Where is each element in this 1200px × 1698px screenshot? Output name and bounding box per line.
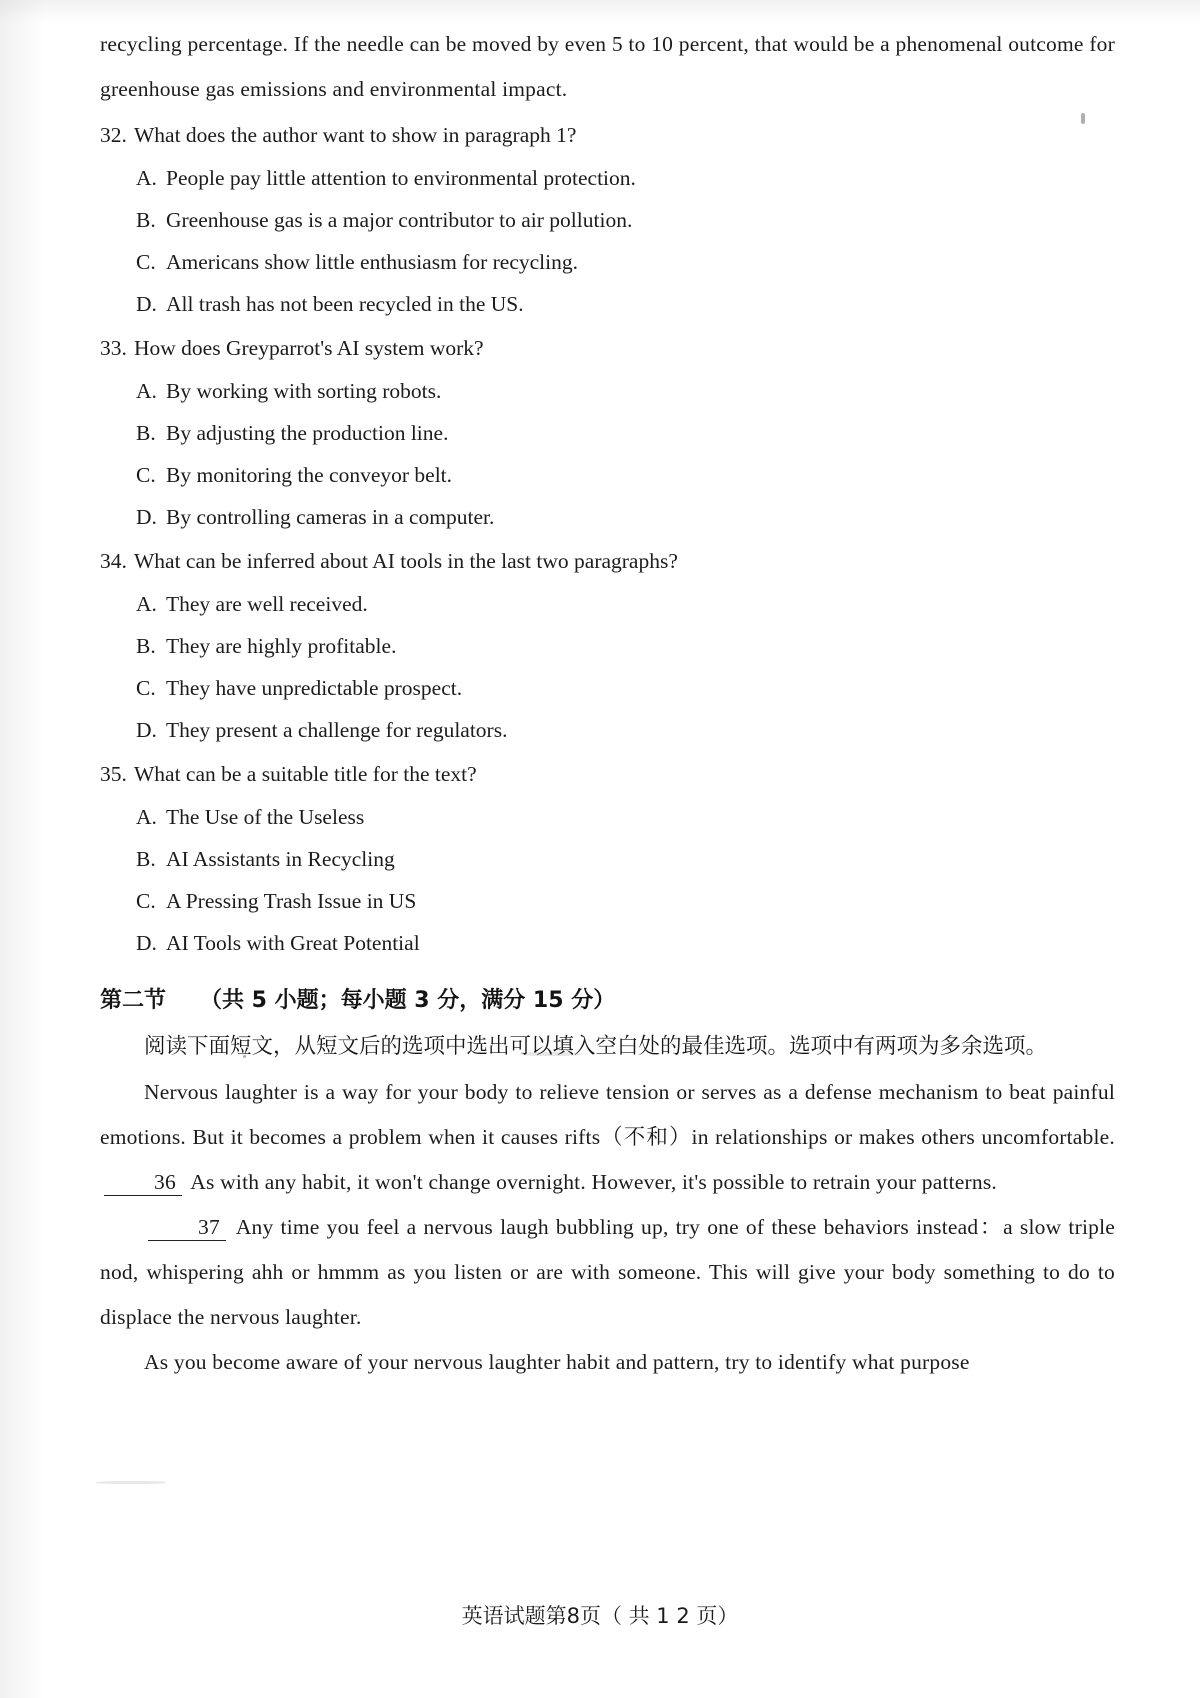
option-letter: A. [136,592,157,616]
option-35-c[interactable] [100,880,1115,922]
section-heading [100,978,1115,1024]
option-32-c[interactable] [100,241,1115,283]
option-letter: A. [136,166,157,190]
continued-paragraph: recycling percentage. If the needle can be moved by even 5 to 10 percent, that would be a phenomenal outcome for greenhouse gas emissions and environmental impact. [100,32,1115,101]
option-text: By monitoring the conveyor belt. [166,463,453,487]
option-text: All trash has not been recycled in the US. [166,292,524,316]
option-34-d[interactable] [100,709,1115,751]
question-stem-32 [100,114,1115,157]
question-stem-34 [100,540,1115,583]
option-letter: D. [136,718,157,742]
option-32-a[interactable] [100,157,1115,199]
option-34-a[interactable] [100,583,1115,625]
section-instruction: 阅读下面短文，从短文后的选项中选出可以填入空白处的最佳选项。选项中有两项为多余选项。 [144,1034,1048,1059]
page-content [100,22,1115,1385]
option-letter: A. [136,379,157,403]
option-letter: D. [136,505,157,529]
option-letter: A. [136,805,157,829]
question-text-34: What can be inferred about AI tools in the last two paragraphs? [134,549,678,573]
question-text-35: What can be a suitable title for the text? [134,762,477,786]
option-letter: B. [136,208,156,232]
option-text: They are well received. [166,592,368,616]
option-33-c[interactable] [100,454,1115,496]
option-35-a[interactable] [100,796,1115,838]
option-letter: C. [136,889,156,913]
option-34-c[interactable] [100,667,1115,709]
option-text: AI Tools with Great Potential [166,931,420,955]
option-32-b[interactable] [100,199,1115,241]
option-text: Americans show little enthusiasm for recycling. [166,250,578,274]
option-text: By working with sorting robots. [166,379,442,403]
option-letter: B. [136,421,156,445]
question-stem-33 [100,327,1115,370]
option-text: They are highly profitable. [166,634,397,658]
option-35-d[interactable] [100,922,1115,964]
question-text-32: What does the author want to show in paragraph 1? [134,123,577,147]
option-text: They have unpredictable prospect. [166,676,463,700]
option-letter: B. [136,634,156,658]
scan-smudge [96,1481,166,1484]
passage-p1-after: As with any habit, it won't change overnight. However, it's possible to retrain your patterns. [190,1170,997,1194]
option-33-b[interactable] [100,412,1115,454]
passage-p2-after: Any time you feel a nervous laugh bubbling up, try one of these behaviors instead：a slow triple nod, whispering ahh or hmmm as you listen or are with someone. This will give your body something to do to displace the nervous laughter. [100,1215,1116,1329]
option-text: A Pressing Trash Issue in US [166,889,417,913]
option-text: By controlling cameras in a computer. [166,505,495,529]
page-edge-shading-top [0,0,1200,24]
option-letter: D. [136,931,157,955]
option-letter: C. [136,463,156,487]
passage-paragraph-1 [100,1070,1115,1205]
option-32-d[interactable] [100,283,1115,325]
passage-paragraph-2 [100,1205,1115,1340]
option-34-b[interactable] [100,625,1115,667]
option-text: Greenhouse gas is a major contributor to air pollution. [166,208,633,232]
passage-paragraph-3: As you become aware of your nervous laughter habit and pattern, try to identify what purpose [144,1350,970,1374]
option-33-a[interactable] [100,370,1115,412]
question-text-33: How does Greyparrot's AI system work? [134,336,484,360]
option-text: They present a challenge for regulators. [166,718,508,742]
blank-37[interactable]: 37 [148,1216,226,1241]
option-text: People pay little attention to environmental protection. [166,166,636,190]
question-number-34: 34. [100,549,127,573]
section-title: 第二节 [100,988,167,1013]
question-number-35: 35. [100,762,127,786]
option-letter: C. [136,250,156,274]
option-text: The Use of the Useless [166,805,365,829]
option-letter: D. [136,292,157,316]
page-edge-shading-left [0,0,46,1698]
option-text: By adjusting the production line. [166,421,449,445]
question-number-32: 32. [100,123,127,147]
option-letter: B. [136,847,156,871]
section-scoring: （共 5 小题；每小题 3 分，满分 15 分） [200,988,616,1013]
blank-36[interactable]: 36 [104,1171,182,1196]
question-stem-35 [100,753,1115,796]
question-number-33: 33. [100,336,127,360]
option-letter: C. [136,676,156,700]
option-35-b[interactable] [100,838,1115,880]
option-33-d[interactable] [100,496,1115,538]
passage-p1-before: Nervous laughter is a way for your body to relieve tension or serves as a defense mechanism to beat painful emotions. But it becomes a problem when it causes rifts（不和）in relationships or makes others uncomfortable. [100,1080,1115,1149]
page-footer: 英语试题第8页（ 共 1 2 页） [461,1604,739,1628]
option-text: AI Assistants in Recycling [166,847,395,871]
